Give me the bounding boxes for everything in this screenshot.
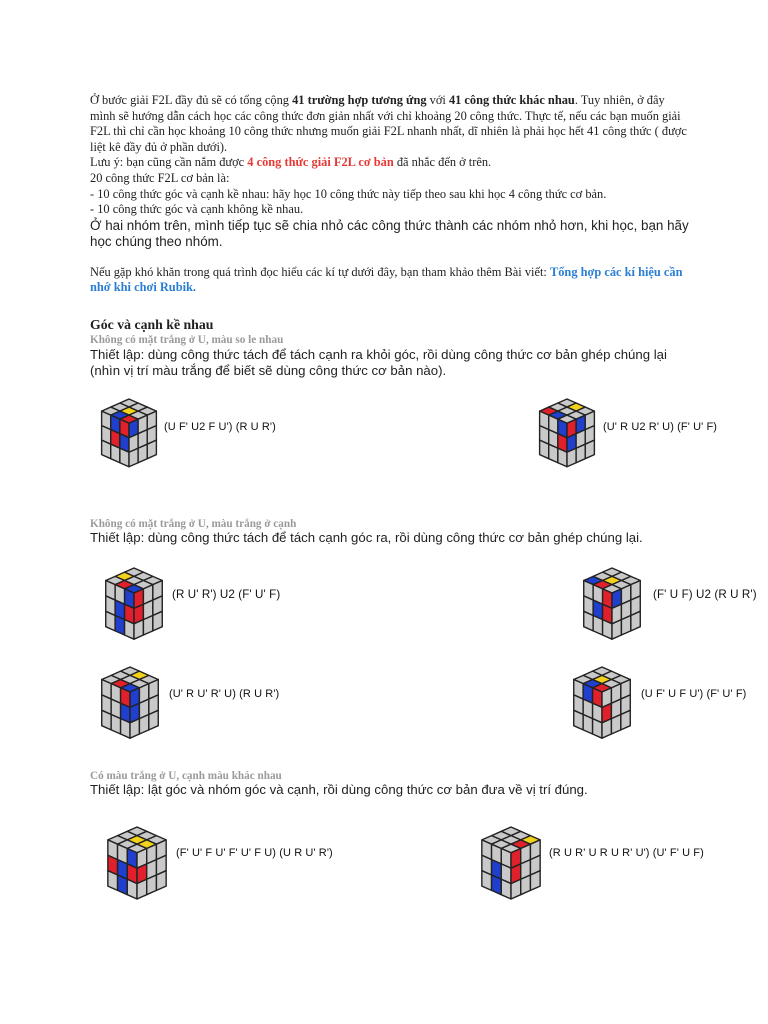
case2-description: Thiết lập: dùng công thức tách để tách cạnh góc ra, rồi dùng công thức cơ bản ghép chúng lại.	[90, 530, 643, 545]
cube-image	[478, 825, 544, 895]
cube-sticker	[621, 710, 630, 730]
cube-sticker	[138, 444, 147, 463]
groups-paragraph: Ở hai nhóm trên, mình tiếp tục sẽ chia nhỏ các công thức thành các nhóm nhỏ hơn, khi học, bạn hãy học chúng theo nhóm.	[90, 217, 689, 249]
note-text: Lưu ý: bạn cũng cần nắm được	[90, 155, 248, 170]
cube-sticker	[511, 879, 521, 899]
cube-sticker	[156, 871, 166, 891]
cube-sticker	[106, 611, 115, 631]
cube-sticker	[153, 611, 162, 631]
cube-sticker	[585, 440, 594, 459]
formula-label: (F' U F) U2 (R U R')	[653, 588, 757, 601]
cube-image	[102, 566, 166, 636]
formula-label: (R U' R') U2 (F' U' F)	[172, 588, 281, 601]
cube-sticker	[603, 620, 612, 640]
cube-sticker	[147, 875, 157, 895]
intro-paragraph	[90, 93, 690, 155]
cube-sticker	[576, 444, 585, 463]
section-title: Góc và cạnh kề nhau	[90, 317, 214, 332]
cube-sticker	[137, 879, 147, 899]
cube-sticker	[143, 615, 152, 635]
case1-subtitle: Không có mặt trắng ở U, màu so le nhau	[90, 334, 284, 346]
cube-sticker	[593, 615, 602, 635]
cube-sticker	[558, 448, 567, 467]
cube-sticker	[540, 440, 549, 459]
intro-text: với	[426, 93, 449, 107]
cube-sticker	[147, 440, 156, 459]
intro-block	[90, 93, 690, 296]
cube-sticker	[118, 875, 128, 895]
cube-sticker	[593, 719, 602, 739]
cube-sticker	[631, 611, 640, 631]
intro-text: Ở bước giải F2L đầy đủ sẽ có tổng cộng	[90, 93, 293, 107]
cube-sticker	[521, 875, 531, 895]
intro-bold-cases: 41 trường hợp tương ứng	[292, 93, 427, 107]
cube-sticker	[621, 615, 630, 635]
list-item: - 10 công thức góc và cạnh kề nhau: hãy học 10 công thức này tiếp theo sau khi học 4 công thức cơ bản.	[90, 186, 607, 201]
cube-image	[570, 665, 634, 735]
cube-sticker	[130, 719, 139, 739]
case3-description: Thiết lập: lật góc và nhóm góc và cạnh, rồi dùng công thức cơ bản đưa về vị trí đúng.	[90, 782, 588, 797]
note-highlight: 4 công thức giải F2L cơ bản	[247, 155, 394, 170]
note-line	[90, 155, 690, 171]
cube-sticker	[583, 714, 592, 734]
cube-sticker	[125, 620, 134, 640]
formula-label: (U' R U2 R' U) (F' U' F)	[603, 421, 718, 433]
cube-sticker	[501, 879, 511, 899]
cube-image	[536, 397, 598, 463]
cube-image	[580, 566, 644, 636]
formula-label: (R U R' U R U R' U') (U' F' U F)	[549, 847, 704, 859]
reference-text: Nếu gặp khó khăn trong quá trình đọc hiểu các kí tự dưới đây, bạn tham khảo thêm Bài viết:	[90, 264, 550, 279]
cube-sticker	[611, 714, 620, 734]
cube-sticker	[567, 448, 576, 467]
cube-sticker	[482, 871, 492, 891]
case3-subtitle: Có màu trắng ở U, cạnh màu khác nhau	[90, 770, 282, 782]
cube-image	[104, 825, 170, 895]
intro-bold-formulas: 41 công thức khác nhau	[448, 93, 575, 107]
cube-sticker	[120, 448, 129, 467]
cube-sticker	[111, 444, 120, 463]
cube-sticker	[549, 444, 558, 463]
intro-text: . Tuy nhiên, ở đây mình sẽ hướng dẫn cách học các công thức đơn giản nhất với chỉ khoảng 20 công thức. Thực tế, nếu các bạn muốn giải F2L thì chỉ cần học khoảng 10 công thức nhưng muốn giải F2L nhanh nhất, dĩ nhiên là phải học hết 41 công thức ( được liệt kê đầy đủ ở phần dưới).	[90, 93, 687, 154]
cube-image	[98, 665, 162, 735]
formula-label: (U F' U2 F U') (R U R')	[164, 421, 276, 433]
cube-sticker	[102, 440, 111, 459]
cube-sticker	[129, 448, 138, 467]
cube-sticker	[127, 879, 137, 899]
reference-line	[90, 265, 690, 296]
formula-label: (U F' U F U') (F' U' F)	[641, 688, 747, 700]
formula-label: (F' U' F U' F' U' F U) (U R U' R')	[176, 847, 333, 859]
cube-sticker	[574, 710, 583, 730]
cube-sticker	[584, 611, 593, 631]
formula-label: (U' R U' R' U) (R U R')	[169, 688, 280, 700]
cube-sticker	[121, 719, 130, 739]
cube-sticker	[102, 710, 111, 730]
list-heading: 20 công thức F2L cơ bản là:	[90, 170, 230, 185]
cube-sticker	[108, 871, 118, 891]
note-text: đã nhắc đến ở trên.	[393, 155, 492, 170]
cube-sticker	[134, 620, 143, 640]
list-item: - 10 công thức góc và cạnh không kề nhau.	[90, 202, 304, 217]
reference-link[interactable]: Tổng hợp các kí hiệu cần nhớ khi chơi Rubik.	[90, 264, 683, 295]
cube-sticker	[492, 875, 502, 895]
case1-description: Thiết lập: dùng công thức tách để tách cạnh ra khỏi góc, rồi dùng công thức cơ bản ghép chúng lại (nhìn vị trí màu trắng để biết sẽ dùng công thức cơ bản nào).	[90, 347, 667, 378]
cube-sticker	[612, 620, 621, 640]
cube-sticker	[149, 710, 158, 730]
case2-subtitle: Không có mặt trắng ở U, màu trắng ở cạnh	[90, 518, 297, 530]
cube-sticker	[602, 719, 611, 739]
cube-sticker	[139, 714, 148, 734]
spacer	[90, 250, 690, 265]
cube-sticker	[111, 714, 120, 734]
cube-sticker	[115, 615, 124, 635]
cube-sticker	[530, 871, 540, 891]
cube-image	[98, 397, 160, 463]
